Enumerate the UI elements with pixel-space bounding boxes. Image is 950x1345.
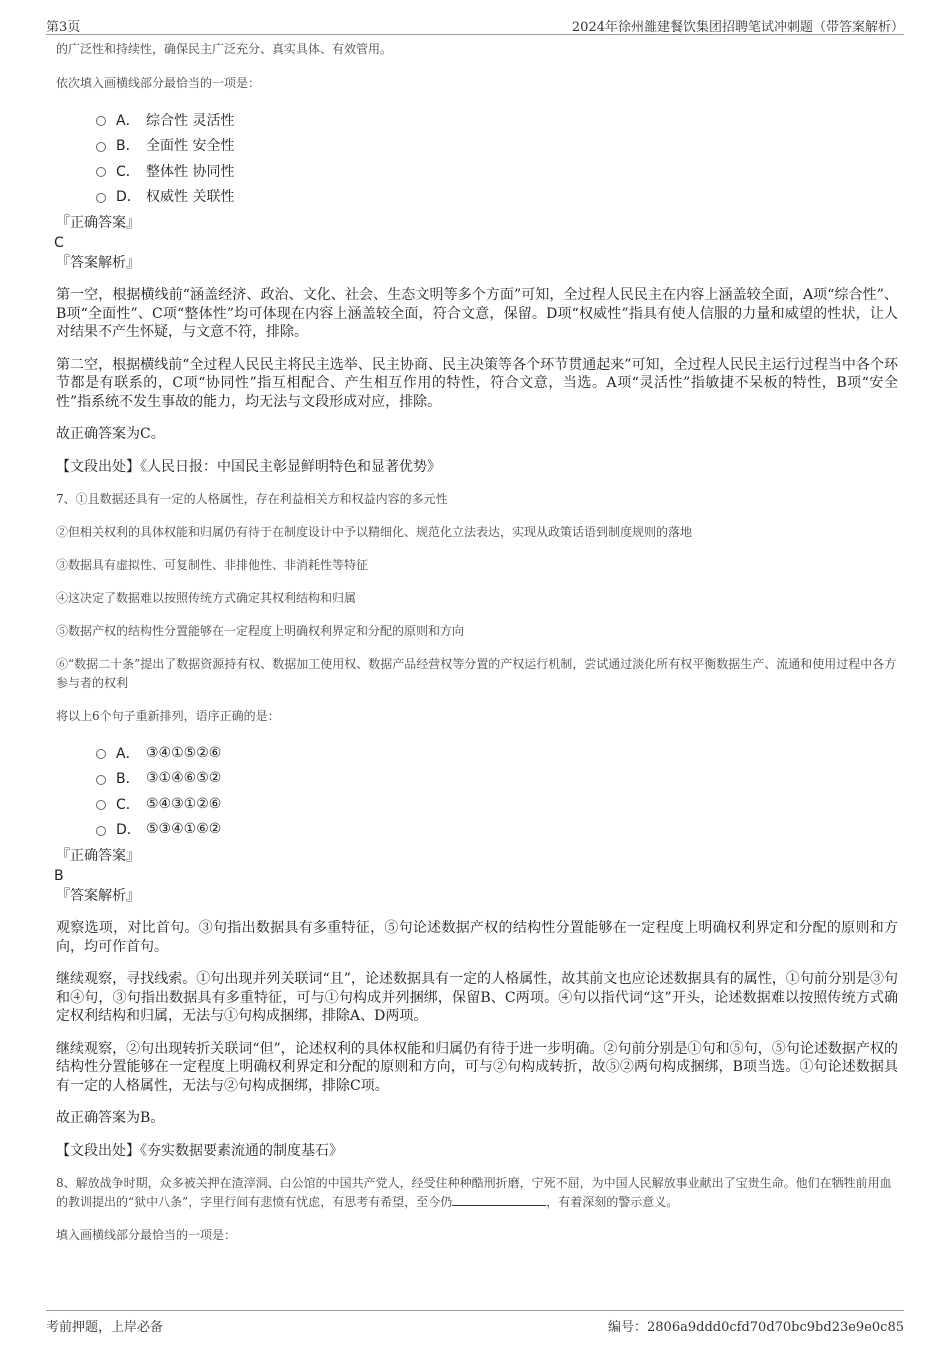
q6-analysis-para: 第一空，根据横线前“涵盖经济、政治、文化、社会、生态文明等多个方面”可知，全过程人民民主在内容上涵盖较全面，A项“综合性”、B项“全面性”、C项“整体性”均可体现在内容上涵盖较全面，符合文意，保留。D项“权威性”指具有使人信服的力量和威望的性状，让人对结果不产生怀疑，与文意不符，排除。 — [56, 287, 898, 340]
q6-source: 【文段出处】《人民日报：中国民主彰显鲜明特色和显著优势》 — [56, 458, 441, 475]
q7-sentence-6: ⑥“数据二十条”提出了数据资源持有权、数据加工使用权、数据产品经营权等分置的产权运行机制，尝试通过淡化所有权平衡数据生产、流通和使用过程中各方参与者的权利 — [56, 657, 897, 690]
q6-options — [96, 107, 898, 209]
radio-icon[interactable] — [96, 142, 106, 152]
radio-icon[interactable] — [96, 826, 106, 836]
page-number: 第3页 — [46, 20, 81, 35]
document-title: 2024年徐州雒建餐饮集团招聘笔试冲刺题（带答案解析） — [571, 20, 904, 35]
radio-icon[interactable] — [96, 749, 106, 759]
q7-analysis-para: 观察选项，对比首句。③句指出数据具有多重特征，⑤句论述数据产权的结构性分置能够在一定程度上明确权利界定和分配的原则和方向，均可作首句。 — [56, 920, 898, 955]
q6-option-a[interactable]: A． 综合性 灵活性 — [96, 107, 898, 133]
q7-options — [96, 740, 898, 842]
radio-icon[interactable] — [96, 116, 106, 126]
q7-sentence-2: ②但相关权利的具体权能和归属仍有待于在制度设计中予以精细化、规范化立法表达，实现从政策话语到制度规则的落地 — [56, 525, 693, 539]
radio-icon[interactable] — [96, 775, 106, 785]
q7-sentence-3: ③数据具有虚拟性、可复制性、非排他性、非消耗性等特征 — [56, 558, 369, 572]
page-footer — [46, 1310, 904, 1337]
q7-sentence-4: ④这决定了数据难以按照传统方式确定其权利结构和归属 — [56, 591, 357, 605]
q6-answer: C — [54, 235, 64, 251]
q6-option-b[interactable]: B． 全面性 安全性 — [96, 133, 898, 159]
q7-analysis-conclusion: 故正确答案为B。 — [56, 1110, 165, 1126]
q7-analysis-para: 继续观察，寻找线索。①句出现并列关联词“且”，论述数据具有一定的人格属性，故其前文也应论述数据具有的属性，①句前分别是③句和④句，③句指出数据具有多重特征，可与①句构成并列捆绑，保留B、C两项。④句以指代词“这”开头，论述数据难以按照传统方式确定权利结构和归属，无法与①句构成捆绑，排除A、D两项。 — [56, 971, 898, 1024]
q7-option-c[interactable]: C． ⑤④③①②⑥ — [96, 791, 898, 817]
q6-passage-tail: 的广泛性和持续性，确保民主广泛充分、真实具体、有效管用。 — [56, 42, 393, 56]
q8-passage: 8、解放战争时期，众多被关押在渣滓洞、白公馆的中国共产党人，经受住种种酷刑折磨，宁死不屈，为中国人民解放事业献出了宝贵生命。他们在牺牲前用血的教训提出的“狱中八条”，字里行间有悲愤有忧虑，有思考有希望，至今仍 ，有着深刻的警示意义。 — [56, 1176, 892, 1209]
fill-blank-line — [452, 1195, 546, 1206]
q6-prompt: 依次填入画横线部分最恰当的一项是： — [56, 76, 261, 90]
q7-sentence-1: 7、①且数据还具有一定的人格属性，存在利益相关方和权益内容的多元性 — [56, 492, 448, 506]
q7-source: 【文段出处】《夯实数据要素流通的制度基石》 — [56, 1142, 343, 1159]
q6-analysis-conclusion: 故正确答案为C。 — [56, 426, 165, 442]
q7-option-d[interactable]: D． ⑤③④①⑥② — [96, 817, 898, 843]
document-serial: 编号：2806a9ddd0cfd70d70bc9bd23e9e0c85 — [608, 1320, 904, 1335]
page-header — [46, 10, 904, 35]
q6-analysis-para: 第二空，根据横线前“全过程人民民主将民主选举、民主协商、民主决策等各个环节贯通起来”可知，全过程人民民主运行过程当中各个环节都是有联系的，C项“协同性”指互相配合、产生相互作用的特性，符合文意，当选。A项“灵活性”指敏捷不呆板的特性，B项“安全性”指系统不发生事故的能力，均无法与文段形成对应，排除。 — [56, 356, 898, 410]
q7-analysis-para: 继续观察，②句出现转折关联词“但”，论述权利的具体权能和归属仍有待于进一步明确。②句前分别是①句和⑤句，⑤句论述数据产权的结构性分置能够在一定程度上明确权利界定和分配的原则和方向，可与②句构成转折，故⑤②两句构成捆绑，B项当选。①句论述数据具有一定的人格属性，无法与②句构成捆绑，排除C项。 — [56, 1040, 898, 1094]
q7-answer: B — [54, 868, 64, 884]
q7-option-a[interactable]: A． ③④①⑤②⑥ — [96, 740, 898, 766]
q7-option-b[interactable]: B． ③①④⑥⑤② — [96, 766, 898, 792]
q6-option-d[interactable]: D． 权威性 关联性 — [96, 184, 898, 210]
q6-answer-label: 『正确答案』 — [56, 215, 140, 231]
q7-analysis-label: 『答案解析』 — [56, 888, 140, 904]
footer-slogan: 考前押题，上岸必备 — [46, 1320, 164, 1335]
radio-icon[interactable] — [96, 800, 106, 810]
radio-icon[interactable] — [96, 167, 106, 177]
q7-sentence-5: ⑤数据产权的结构性分置能够在一定程度上明确权利界定和分配的原则和方向 — [56, 624, 465, 638]
q8-prompt: 填入画横线部分最恰当的一项是： — [56, 1228, 237, 1242]
q6-option-c[interactable]: C． 整体性 协同性 — [96, 158, 898, 184]
q6-analysis-label: 『答案解析』 — [56, 255, 140, 271]
q7-answer-label: 『正确答案』 — [56, 848, 140, 864]
q7-prompt: 将以上6个句子重新排列，语序正确的是： — [56, 709, 280, 723]
main-content — [56, 40, 898, 1245]
radio-icon[interactable] — [96, 193, 106, 203]
